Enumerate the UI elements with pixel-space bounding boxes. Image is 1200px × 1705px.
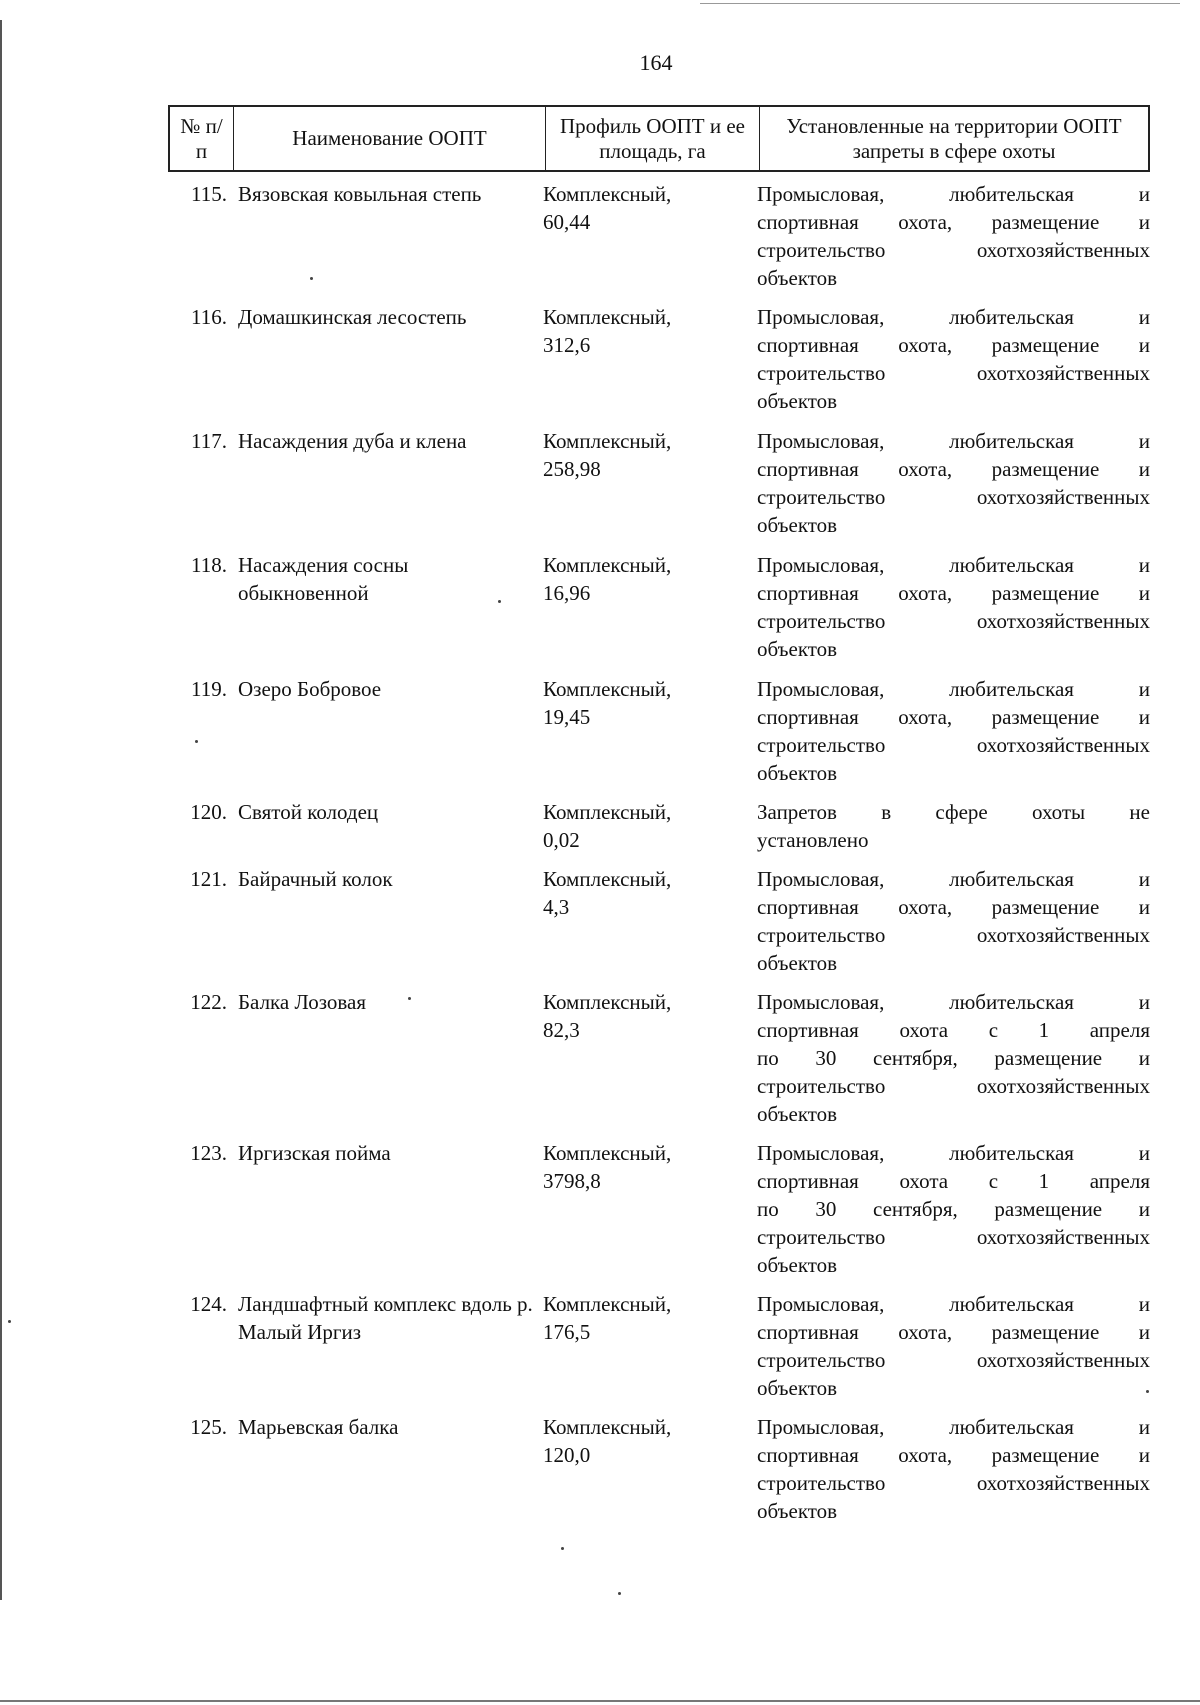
table-row	[168, 865, 1150, 977]
ban-line: по 30 сентября, размещение и	[757, 1046, 1150, 1070]
oopt-profile	[543, 551, 757, 663]
profile-line: Комплексный,	[543, 429, 672, 453]
oopt-hunting-bans	[757, 675, 1150, 787]
scan-speck	[310, 277, 313, 280]
oopt-profile	[543, 427, 757, 539]
scan-edge	[0, 20, 2, 1600]
oopt-name: Домашкинская лесостепь	[238, 305, 467, 329]
ban-line: строительство охотхозяйственных	[757, 361, 1150, 385]
oopt-name: Марьевская балка	[238, 1415, 399, 1439]
row-number: 115.	[191, 182, 227, 206]
table-row	[168, 1413, 1150, 1525]
ban-line: объектов	[757, 513, 838, 537]
ban-line: спортивная охота, размещение и	[757, 581, 1150, 605]
ban-line: строительство охотхозяйственных	[757, 1074, 1150, 1098]
ban-line: объектов	[757, 761, 838, 785]
ban-line: объектов	[757, 1499, 838, 1523]
ban-line: объектов	[757, 266, 838, 290]
profile-line: 4,3	[543, 895, 570, 919]
oopt-profile	[543, 180, 757, 292]
row-number: 120.	[190, 800, 227, 824]
ban-line: по 30 сентября, размещение и	[757, 1197, 1150, 1221]
row-number: 122.	[190, 990, 227, 1014]
row-number: 117.	[191, 429, 227, 453]
table-row	[168, 427, 1150, 539]
oopt-profile	[543, 1139, 757, 1279]
oopt-profile	[543, 988, 757, 1128]
ban-line: Промысловая, любительская и	[757, 1292, 1150, 1316]
oopt-hunting-bans	[757, 1413, 1150, 1525]
oopt-profile	[543, 1290, 757, 1402]
profile-line: Комплексный,	[543, 1141, 672, 1165]
row-number: 123.	[190, 1141, 227, 1165]
header-bans: Установленные на территории ООПТ запреты в сфере охоты	[759, 107, 1148, 170]
ban-line: спортивная охота, размещение и	[757, 1443, 1150, 1467]
ban-line: объектов	[757, 951, 838, 975]
oopt-name: Вязовская ковыльная степь	[238, 182, 482, 206]
profile-line: Комплексный,	[543, 800, 672, 824]
row-number: 119.	[191, 677, 227, 701]
profile-line: 16,96	[543, 581, 591, 605]
ban-line: строительство охотхозяйственных	[757, 733, 1150, 757]
ban-line: Промысловая, любительская и	[757, 1141, 1150, 1165]
ban-line: установлено	[757, 828, 869, 852]
oopt-hunting-bans	[757, 180, 1150, 292]
oopt-profile	[543, 303, 757, 415]
profile-line: 176,5	[543, 1320, 591, 1344]
ban-line: объектов	[757, 1102, 838, 1126]
ban-line: объектов	[757, 1376, 838, 1400]
ban-line: спортивная охота, размещение и	[757, 210, 1150, 234]
oopt-name: Насаждения сосны обыкновенной	[238, 553, 409, 605]
row-number: 121.	[190, 867, 227, 891]
profile-line: 3798,8	[543, 1169, 601, 1193]
scan-speck	[8, 1320, 11, 1323]
profile-line: 19,45	[543, 705, 591, 729]
profile-line: Комплексный,	[543, 990, 672, 1014]
oopt-hunting-bans	[757, 988, 1150, 1128]
oopt-profile	[543, 1413, 757, 1525]
oopt-hunting-bans	[757, 1290, 1150, 1402]
oopt-hunting-bans	[757, 798, 1150, 854]
table-header	[168, 105, 1150, 172]
row-number: 124.	[190, 1292, 227, 1316]
profile-line: Комплексный,	[543, 677, 672, 701]
ban-line: строительство охотхозяйственных	[757, 238, 1150, 262]
ban-line: строительство охотхозяйственных	[757, 923, 1150, 947]
oopt-name: Иргизская пойма	[238, 1141, 391, 1165]
oopt-hunting-bans	[757, 551, 1150, 663]
ban-line: строительство охотхозяйственных	[757, 1348, 1150, 1372]
profile-line: 0,02	[543, 828, 580, 852]
ban-line: Запретов в сфере охоты не	[757, 800, 1150, 824]
oopt-hunting-bans	[757, 1139, 1150, 1279]
row-number: 125.	[190, 1415, 227, 1439]
scan-speck	[408, 997, 411, 1000]
header-profile: Профиль ООПТ и ее площадь, га	[545, 107, 759, 170]
ban-line: Промысловая, любительская и	[757, 429, 1150, 453]
ban-line: строительство охотхозяйственных	[757, 1225, 1150, 1249]
scan-speck	[498, 600, 501, 603]
table-row	[168, 303, 1150, 415]
ban-line: Промысловая, любительская и	[757, 553, 1150, 577]
profile-line: 60,44	[543, 210, 591, 234]
table-row	[168, 1290, 1150, 1402]
ban-line: спортивная охота, размещение и	[757, 1320, 1150, 1344]
profile-line: 120,0	[543, 1443, 591, 1467]
profile-line: Комплексный,	[543, 1292, 672, 1316]
ban-line: Промысловая, любительская и	[757, 1415, 1150, 1439]
oopt-name: Байрачный колок	[238, 867, 393, 891]
profile-line: 312,6	[543, 333, 591, 357]
oopt-hunting-bans	[757, 303, 1150, 415]
ban-line: объектов	[757, 637, 838, 661]
ban-line: Промысловая, любительская и	[757, 990, 1150, 1014]
header-num: № п/п	[180, 113, 223, 163]
ban-line: строительство охотхозяйственных	[757, 1471, 1150, 1495]
ban-line: объектов	[757, 1253, 838, 1277]
scan-speck	[1146, 1390, 1149, 1393]
table-row	[168, 798, 1150, 854]
table-row	[168, 551, 1150, 663]
ban-line: спортивная охота, размещение и	[757, 457, 1150, 481]
ban-line: спортивная охота с 1 апреля	[757, 1169, 1150, 1193]
ban-line: Промысловая, любительская и	[757, 182, 1150, 206]
ban-line: спортивная охота, размещение и	[757, 895, 1150, 919]
oopt-name: Ландшафтный комплекс вдоль р. Малый Иргиз	[238, 1292, 533, 1344]
scan-speck	[561, 1547, 564, 1550]
profile-line: Комплексный,	[543, 1415, 672, 1439]
profile-line: Комплексный,	[543, 867, 672, 891]
table-row	[168, 988, 1150, 1128]
scan-speck	[195, 740, 198, 743]
profile-line: 82,3	[543, 1018, 580, 1042]
header-name: Наименование ООПТ	[233, 107, 545, 170]
ban-line: спортивная охота с 1 апреля	[757, 1018, 1150, 1042]
oopt-name: Озеро Бобровое	[238, 677, 382, 701]
profile-line: Комплексный,	[543, 305, 672, 329]
row-number: 118.	[191, 553, 227, 577]
ban-line: спортивная охота, размещение и	[757, 705, 1150, 729]
profile-line: 258,98	[543, 457, 601, 481]
row-number: 116.	[191, 305, 227, 329]
oopt-profile	[543, 865, 757, 977]
table-row	[168, 1139, 1150, 1279]
scan-edge	[0, 1700, 1200, 1702]
oopt-name: Балка Лозовая	[238, 990, 367, 1014]
table-row	[168, 180, 1150, 292]
oopt-profile	[543, 798, 757, 854]
ban-line: спортивная охота, размещение и	[757, 333, 1150, 357]
scan-speck	[618, 1592, 621, 1595]
ban-line: строительство охотхозяйственных	[757, 609, 1150, 633]
table-row	[168, 675, 1150, 787]
oopt-name: Святой колодец	[238, 800, 379, 824]
scan-edge	[700, 3, 1180, 4]
oopt-hunting-bans	[757, 865, 1150, 977]
ban-line: Промысловая, любительская и	[757, 677, 1150, 701]
profile-line: Комплексный,	[543, 553, 672, 577]
profile-line: Комплексный,	[543, 182, 672, 206]
oopt-profile	[543, 675, 757, 787]
ban-line: объектов	[757, 389, 838, 413]
ban-line: строительство охотхозяйственных	[757, 485, 1150, 509]
oopt-name: Насаждения дуба и клена	[238, 429, 467, 453]
oopt-hunting-bans	[757, 427, 1150, 539]
ban-line: Промысловая, любительская и	[757, 867, 1150, 891]
page-number: 164	[639, 50, 673, 75]
ban-line: Промысловая, любительская и	[757, 305, 1150, 329]
